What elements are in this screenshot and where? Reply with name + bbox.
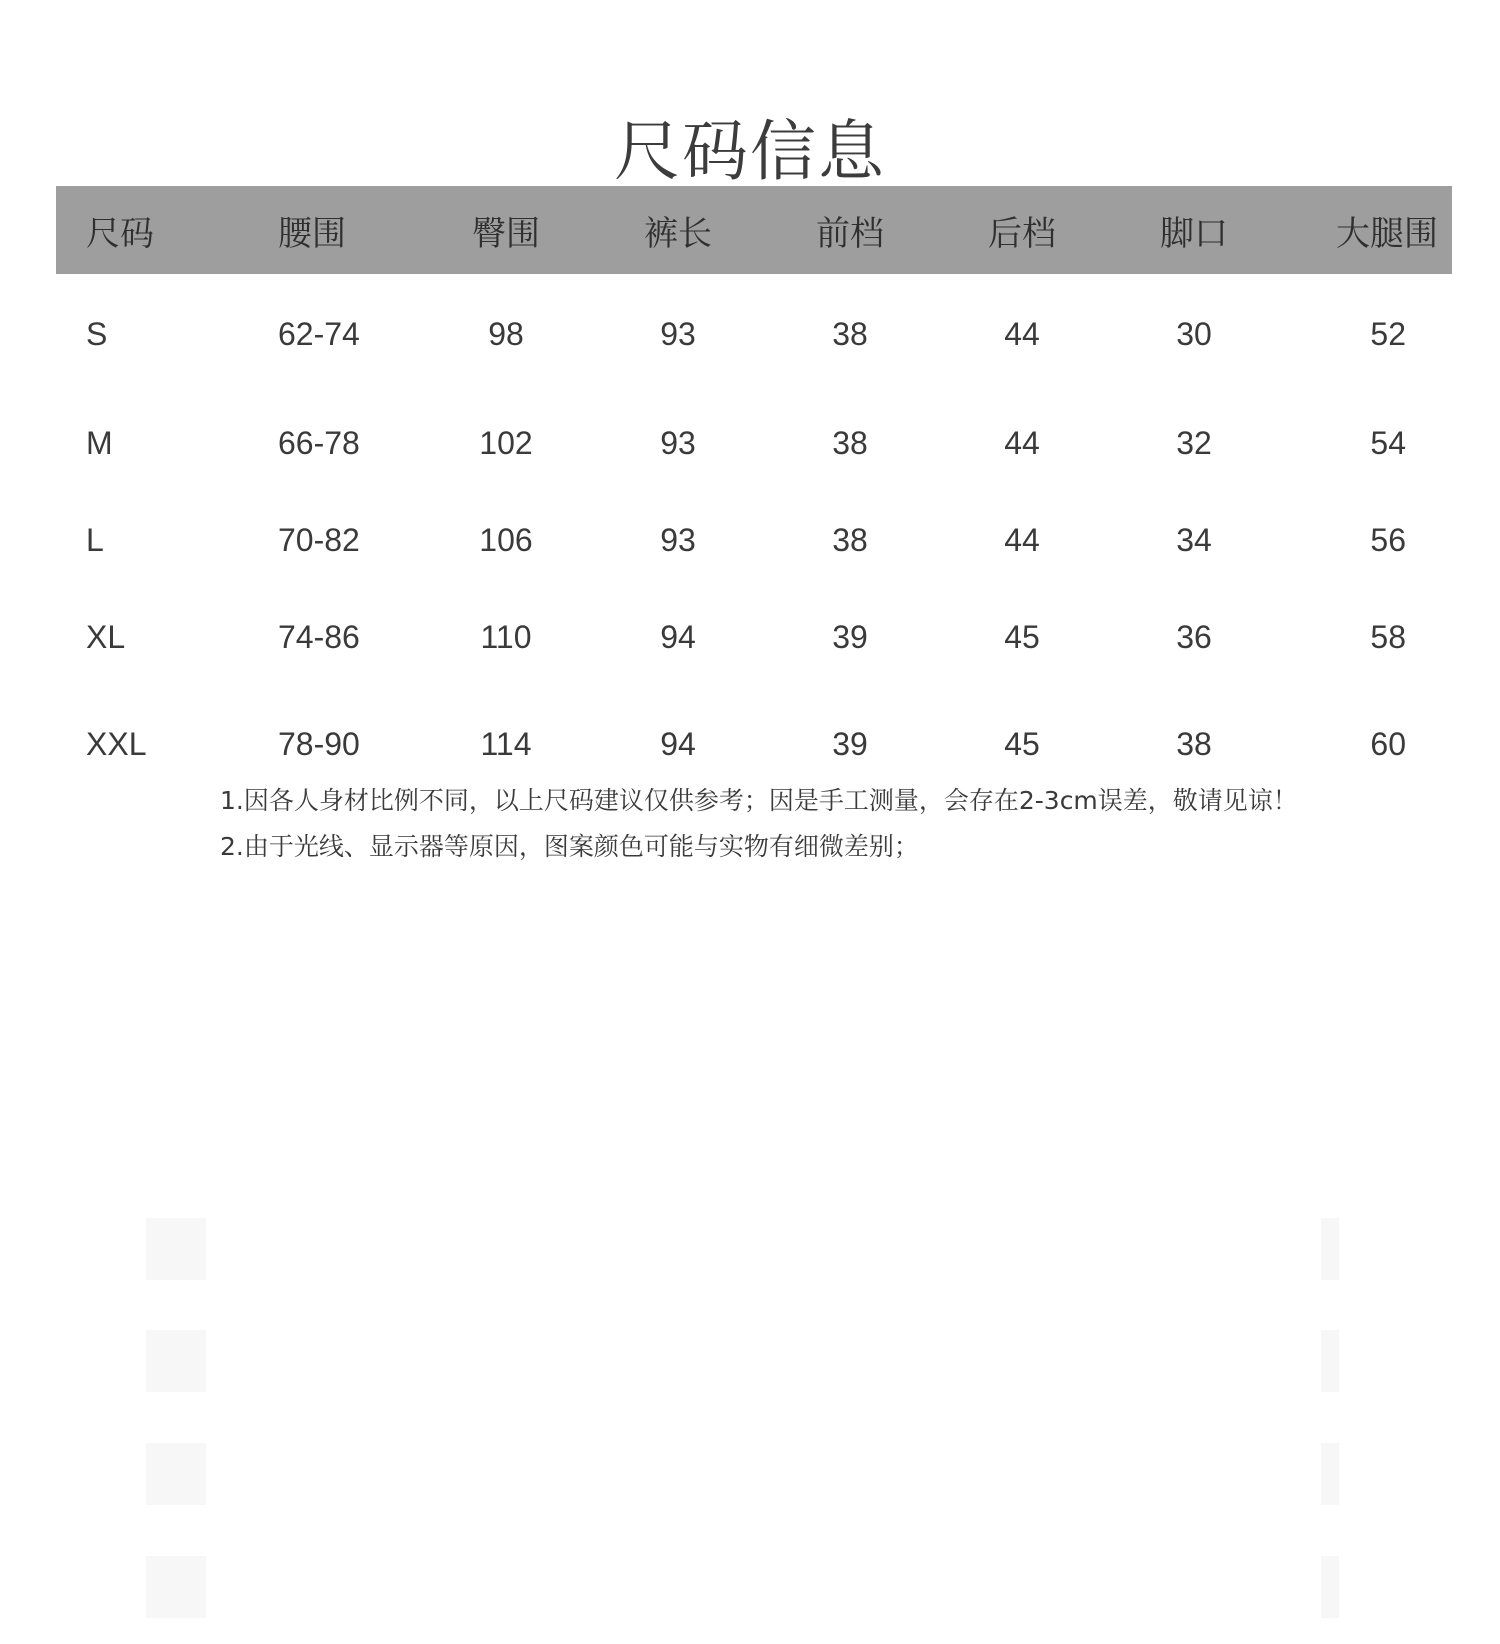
table-cell: 93 [660, 425, 696, 461]
page-title: 尺码信息 [614, 113, 886, 190]
header-waist: 腰围 [278, 213, 346, 254]
decorative-block [146, 1330, 206, 1392]
header-thigh: 大腿围 [1336, 213, 1438, 254]
table-cell: 32 [1176, 425, 1212, 461]
table-cell: 52 [1370, 316, 1406, 352]
table-cell: 54 [1370, 425, 1406, 461]
decorative-block [1321, 1330, 1339, 1392]
table-cell: 38 [1176, 726, 1212, 762]
note-line: 1.因各人身材比例不同，以上尺码建议仅供参考；因是手工测量，会存在2-3cm误差，敬请见谅！ [220, 786, 1298, 815]
header-hip: 臀围 [472, 213, 540, 254]
table-row [56, 274, 1452, 395]
decorative-block [146, 1443, 206, 1505]
table-row [56, 492, 1452, 589]
table-cell: 114 [480, 726, 532, 762]
decorative-block [146, 1556, 206, 1618]
table-cell: 74-86 [278, 619, 360, 655]
table-cell: L [86, 522, 104, 558]
table-cell: 45 [1004, 726, 1040, 762]
table-cell: 102 [479, 425, 533, 461]
table-row [56, 589, 1452, 686]
table-cell: 45 [1004, 619, 1040, 655]
table-row [56, 395, 1452, 492]
table-cell: 106 [479, 522, 533, 558]
table-cell: 58 [1370, 619, 1406, 655]
decorative-block [1321, 1556, 1339, 1618]
notes-block [220, 778, 1298, 870]
header-back-rise: 后档 [988, 213, 1056, 254]
table-cell: 39 [832, 726, 868, 762]
table-cell: 93 [660, 316, 696, 352]
table-cell: S [86, 316, 108, 352]
table-cell: 38 [832, 522, 868, 558]
note-line: 2.由于光线、显示器等原因，图案颜色可能与实物有细微差别； [220, 832, 919, 861]
table-cell: 66-78 [278, 425, 360, 461]
size-chart-table [56, 186, 1452, 803]
table-cell: 78-90 [278, 726, 360, 762]
header-front-rise: 前档 [816, 213, 884, 254]
table-cell: 62-74 [278, 316, 360, 352]
table-cell: 94 [660, 619, 696, 655]
table-cell: XL [86, 619, 126, 655]
table-cell: 70-82 [278, 522, 360, 558]
table-cell: 94 [660, 726, 696, 762]
header-leg-opening: 脚口 [1160, 213, 1228, 254]
table-cell: 38 [832, 425, 868, 461]
table-cell: 30 [1176, 316, 1212, 352]
table-cell: 98 [488, 316, 524, 352]
decorative-block [1321, 1218, 1339, 1280]
table-cell: 44 [1004, 522, 1040, 558]
table-header-row [56, 186, 1452, 274]
table-cell: XXL [86, 726, 147, 762]
table-cell: 34 [1176, 522, 1212, 558]
header-size: 尺码 [86, 213, 154, 254]
table-cell: 36 [1176, 619, 1212, 655]
table-cell: 60 [1370, 726, 1406, 762]
table-cell: 39 [832, 619, 868, 655]
table-cell: 38 [832, 316, 868, 352]
table-cell: M [86, 425, 113, 461]
table-cell: 93 [660, 522, 696, 558]
header-length: 裤长 [644, 213, 712, 254]
decorative-block [1321, 1443, 1339, 1505]
decorative-block [146, 1218, 206, 1280]
table-cell: 44 [1004, 425, 1040, 461]
table-cell: 110 [480, 619, 532, 655]
table-cell: 44 [1004, 316, 1040, 352]
table-cell: 56 [1370, 522, 1406, 558]
